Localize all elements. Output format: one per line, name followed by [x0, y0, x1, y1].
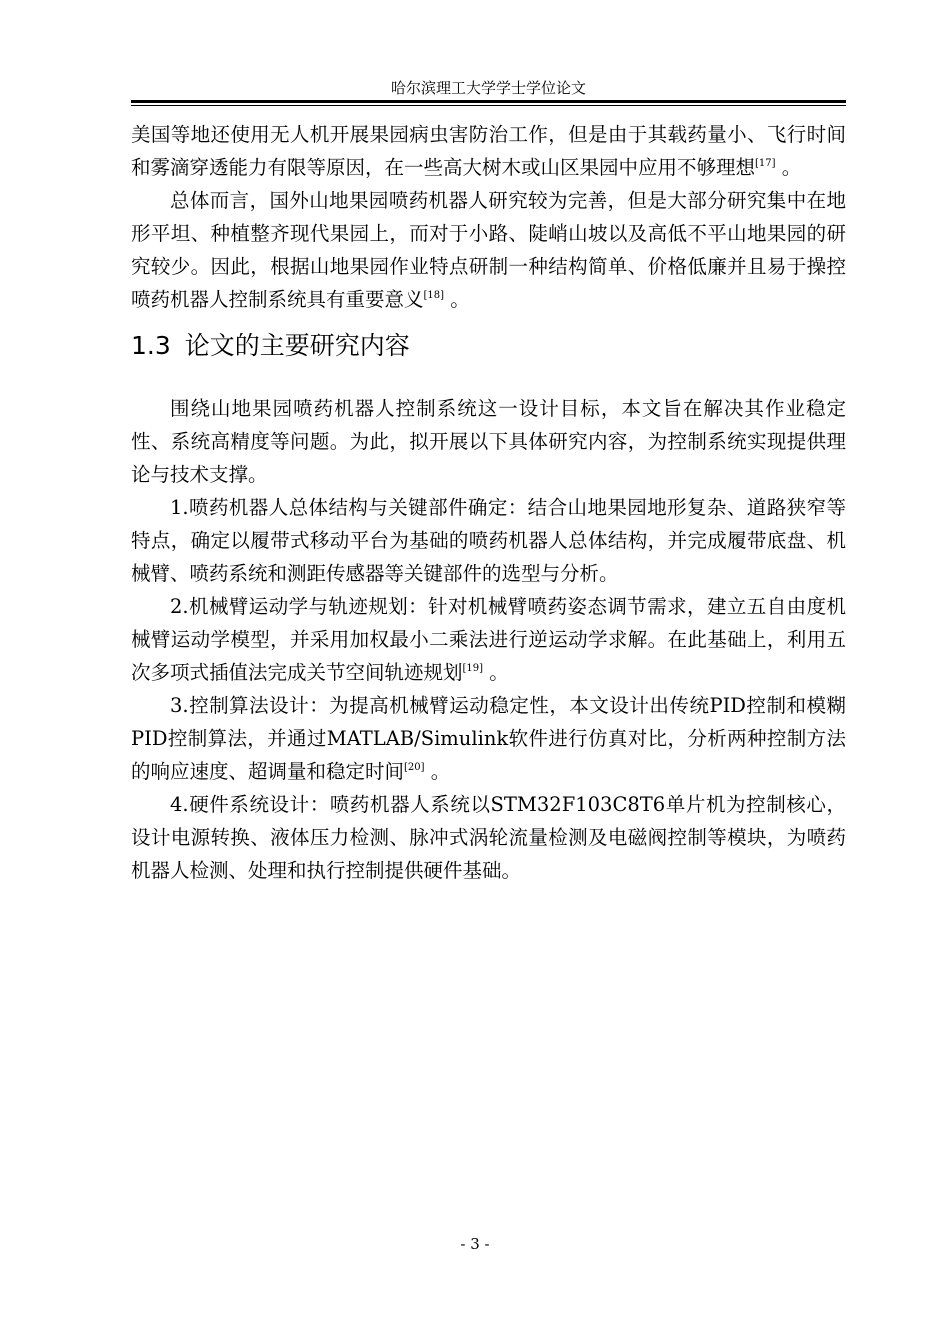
citation-18: [18] [423, 290, 445, 301]
paragraph-item-2: 2.机械臂运动学与轨迹规划：针对机械臂喷药姿态调节需求，建立五自由度机械臂运动学模型，并采用加权最小二乘法进行逆运动学求解。在此基础上，利用五次多项式插值法完成关节空间轨迹规划[19] 。 [131, 595, 846, 684]
citation-20: [20] [404, 762, 425, 773]
paragraph-summary: 总体而言，国外山地果园喷药机器人研究较为完善，但是大部分研究集中在地形平坦、种植整齐现代果园上，而对于小路、陡峭山坡以及高低不平山地果园的研究较少。因此，根据山地果园作业特点研制一种结构简单、价格低廉并且易于操控喷药机器人控制系统具有重要意义[18] 。 [131, 189, 846, 311]
section-number: 1.3 [131, 331, 171, 360]
section-title: 论文的主要研究内容 [184, 331, 410, 360]
running-header: 哈尔滨理工大学学士学位论文 [390, 79, 586, 97]
section-heading [131, 326, 846, 366]
paragraph-item-4: 4.硬件系统设计：喷药机器人系统以STM32F103C8T6单片机为控制核心，设计电源转换、液体压力检测、脉冲式涡轮流量检测及电磁阀控制等模块，为喷药机器人检测、处理和执行控制提供硬件基础。 [131, 793, 846, 882]
header-rule-thin [131, 105, 846, 106]
page-number: - 3 - [460, 1235, 490, 1253]
citation-17: [17] [755, 158, 776, 169]
paragraph-item-1: 1.喷药机器人总体结构与关键部件确定：结合山地果园地形复杂、道路狭窄等特点，确定以履带式移动平台为基础的喷药机器人总体结构，并完成履带底盘、机械臂、喷药系统和测距传感器等关键部件的选型与分析。 [131, 496, 846, 585]
paragraph-continuation: 美国等地还使用无人机开展果园病虫害防治工作，但是由于其载药量小、飞行时间和雾滴穿透能力有限等原因，在一些高大树木或山区果园中应用不够理想[17] 。 [131, 123, 846, 179]
page-body [131, 118, 846, 887]
header-rule-thick [131, 100, 846, 103]
paragraph-item-3: 3.控制算法设计：为提高机械臂运动稳定性，本文设计出传统PID控制和模糊PID控制算法，并通过MATLAB/Simulink软件进行仿真对比，分析两种控制方法的响应速度、超调量和稳定时间[20] 。 [131, 694, 846, 783]
paragraph-intro: 围绕山地果园喷药机器人控制系统这一设计目标，本文旨在解决其作业稳定性、系统高精度等问题。为此，拟开展以下具体研究内容，为控制系统实现提供理论与技术支撑。 [131, 397, 846, 486]
citation-19: [19] [462, 663, 484, 674]
